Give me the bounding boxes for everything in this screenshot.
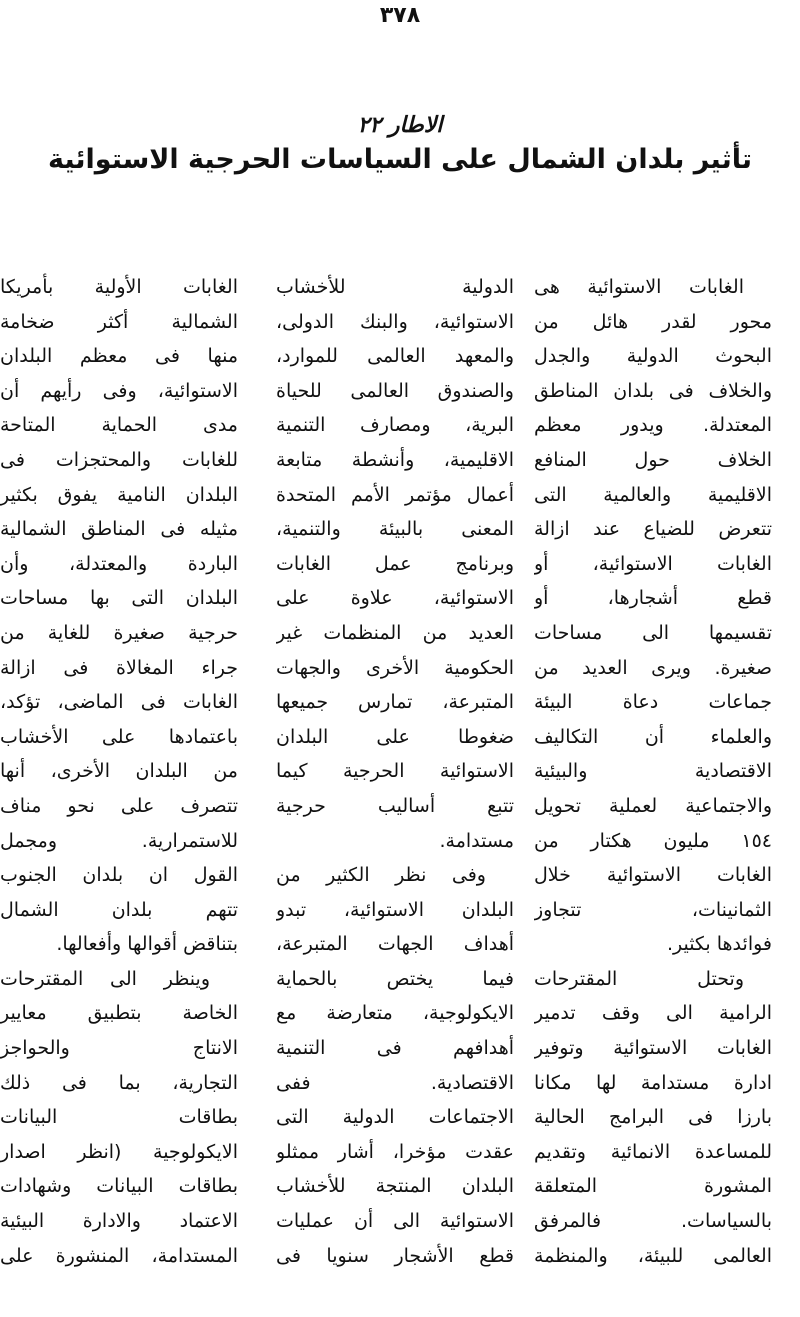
text-line: والاجتماعية لعملية تحويل: [534, 794, 772, 817]
text-line: المعنى بالبيئة والتنمية،: [276, 518, 514, 541]
text-line: تتهم بلدان الشمال: [0, 898, 238, 921]
text-line: ادارة مستدامة لها مكانا: [534, 1071, 772, 1094]
text-line: صغيرة. ويرى العديد من: [534, 656, 772, 679]
text-line: الاجتماعات الدولية التى: [276, 1106, 514, 1129]
text-line: أهدافهم فى التنمية: [276, 1037, 514, 1060]
text-line: البلدان النامية يفوق بكثير: [0, 483, 238, 506]
text-line: فوائدها بكثير.: [666, 933, 772, 956]
text-line: الغابات الأولية بأمريكا: [0, 276, 238, 298]
text-line: الغابات الاستوائية هى: [534, 276, 744, 298]
text-line: تتبع أساليب حرجية: [276, 794, 514, 817]
text-line: الثمانينات، تتجاوز: [534, 898, 772, 921]
text-line: الاستوائية، والبنك الدولى،: [276, 310, 514, 333]
text-line: المعتدلة. ويدور معظم: [534, 414, 772, 437]
text-line: التجارية، بما فى ذلك: [0, 1071, 238, 1094]
text-line: وينظر الى المقترحات: [0, 967, 210, 990]
text-line: الاقتصادية. ففى: [276, 1071, 514, 1094]
text-line: المتبرعة، تمارس جميعها: [276, 691, 514, 714]
text-line: الاقليمية والعالمية التى: [534, 483, 772, 506]
text-line: الغابات الاستوائية، أو: [534, 552, 772, 575]
text-line: بطاقات البيانات وشهادات: [0, 1175, 238, 1198]
text-line: البلدان المنتجة للأخشاب: [276, 1175, 514, 1198]
text-line: والمعهد العالمى للموارد،: [276, 345, 514, 368]
text-line: فيما يختص بالحماية: [276, 967, 514, 990]
text-line: الخاصة بتطبيق معايير: [0, 1002, 238, 1025]
text-line: وفى نظر الكثير من: [276, 864, 486, 887]
text-line: بارزا فى البرامج الحالية: [534, 1106, 772, 1129]
box-title: تأثير بلدان الشمال على السياسات الحرجية الاستوائية: [47, 144, 752, 175]
text-line: باعتمادها على الأخشاب: [0, 725, 238, 748]
text-line: محور لقدر هائل من: [534, 310, 772, 333]
text-line: الاستوائية، علاوة على: [276, 587, 514, 610]
text-line: المشورة المتعلقة: [534, 1175, 772, 1198]
text-line: الاقتصادية والبيئية: [534, 760, 772, 783]
text-line: مثيله فى المناطق الشمالية: [0, 518, 238, 541]
text-line: الغابات فى الماضى، تؤكد،: [0, 691, 238, 714]
text-line: الاستوائية الى أن عمليات: [276, 1210, 514, 1233]
text-line: للغابات والمحتجزات فى: [0, 448, 238, 471]
text-line: بالسياسات. فالمرفق: [534, 1210, 772, 1233]
text-line: قطع الأشجار سنويا فى: [276, 1244, 514, 1267]
text-line: للمساعدة الانمائية وتقديم: [534, 1140, 772, 1163]
text-line: الحكومية الأخرى والجهات: [276, 656, 514, 679]
text-line: وبرنامج عمل الغابات: [276, 552, 514, 575]
text-line: البلدان الاستوائية، تبدو: [276, 898, 514, 921]
text-line: القول ان بلدان الجنوب: [0, 864, 238, 887]
text-line: تقسيمها الى مساحات: [534, 621, 772, 644]
text-line: الاستوائية، وفى رأيهم أن: [0, 379, 238, 402]
text-line: البرية، ومصارف التنمية: [276, 414, 514, 437]
text-line: الاقليمية، وأنشطة متابعة: [276, 448, 514, 471]
text-line: ضغوطا على البلدان: [276, 725, 514, 748]
text-column-3: [0, 270, 238, 1273]
text-column-2: [276, 270, 514, 1273]
text-line: العالمى للبيئة، والمنظمة: [534, 1244, 772, 1267]
page-number: ٣٧٨: [379, 3, 421, 28]
text-line: أعمال مؤتمر الأمم المتحدة: [276, 483, 514, 506]
box-label: الاطار ٢٢: [357, 113, 443, 138]
text-line: الغابات الاستوائية وتوفير: [534, 1037, 772, 1060]
text-line: قطع أشجارها، أو: [534, 587, 772, 610]
text-line: وتحتل المقترحات: [534, 967, 744, 990]
text-line: البحوث الدولية والجدل: [534, 345, 772, 368]
text-line: أهداف الجهات المتبرعة،: [276, 933, 514, 956]
text-line: والعلماء أن التكاليف: [534, 725, 772, 748]
text-line: الايكولوجية (انظر اصدار: [0, 1140, 238, 1163]
text-line: العديد من المنظمات غير: [276, 621, 514, 644]
text-line: بطاقات البيانات: [0, 1106, 238, 1129]
text-line: منها فى معظم البلدان: [0, 345, 238, 368]
text-line: جماعات دعاة البيئة: [534, 691, 772, 714]
text-line: تتصرف على نحو مناف: [0, 794, 238, 817]
text-line: الايكولوجية، متعارضة مع: [276, 1002, 514, 1025]
text-line: ١٥٤ مليون هكتار من: [534, 829, 772, 852]
text-line: حرجية صغيرة للغاية من: [0, 621, 238, 644]
text-column-1: [534, 270, 772, 1273]
text-line: الباردة والمعتدلة، وأن: [0, 552, 238, 575]
text-line: والخلاف فى بلدان المناطق: [534, 379, 772, 402]
text-line: مستدامة.: [439, 829, 514, 852]
text-line: بتناقض أقوالها وأفعالها.: [56, 933, 238, 956]
text-line: الغابات الاستوائية خلال: [534, 864, 772, 887]
text-line: الخلاف حول المنافع: [534, 448, 772, 471]
text-line: من البلدان الأخرى، أنها: [0, 760, 238, 783]
text-line: الرامية الى وقف تدمير: [534, 1002, 772, 1025]
text-line: المستدامة، المنشورة على: [0, 1244, 238, 1267]
text-line: الشمالية أكثر ضخامة: [0, 310, 238, 333]
text-line: مدى الحماية المتاحة: [0, 414, 238, 437]
text-line: عقدت مؤخرا، أشار ممثلو: [276, 1140, 514, 1163]
text-line: تتعرض للضياع عند ازالة: [534, 518, 772, 541]
text-line: الدولية للأخشاب: [276, 276, 514, 298]
text-line: الاعتماد والادارة البيئية: [0, 1210, 238, 1233]
text-line: جراء المغالاة فى ازالة: [0, 656, 238, 679]
text-line: البلدان التى بها مساحات: [0, 587, 238, 610]
text-line: الاستوائية الحرجية كيما: [276, 760, 514, 783]
text-line: الانتاج والحواجز: [0, 1037, 238, 1060]
text-line: للاستمرارية. ومجمل: [0, 829, 238, 852]
text-line: والصندوق العالمى للحياة: [276, 379, 514, 402]
